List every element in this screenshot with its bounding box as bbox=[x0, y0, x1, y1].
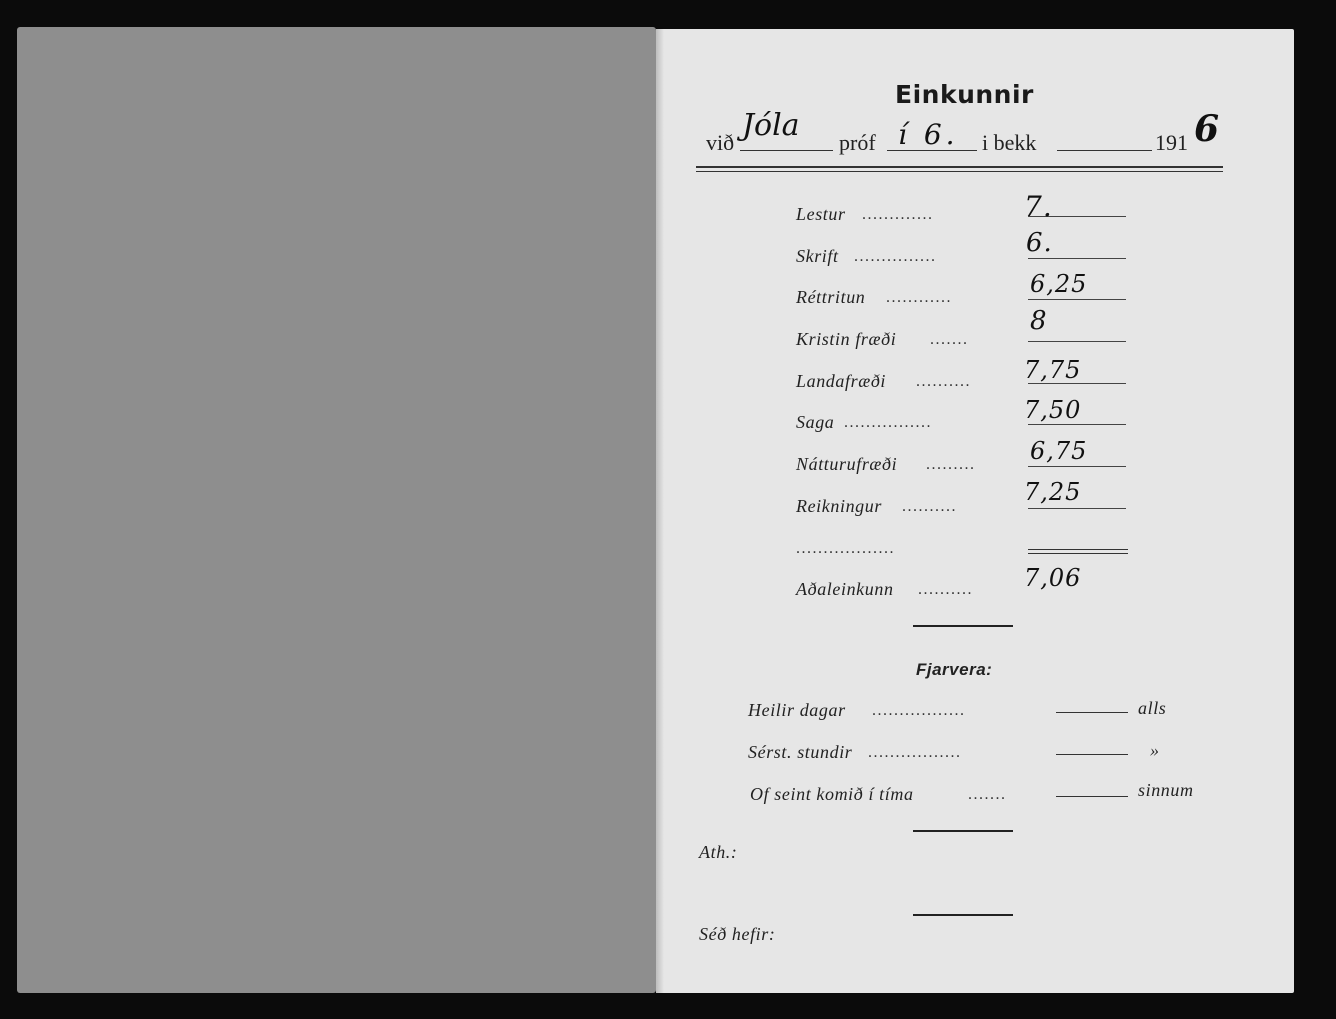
year-prefix: 191 bbox=[1155, 130, 1188, 155]
dot-leader: ............. bbox=[862, 206, 934, 223]
dot-leader: .......... bbox=[918, 581, 973, 598]
left-page-cover bbox=[17, 27, 656, 993]
grade-line bbox=[1028, 466, 1126, 467]
aggregate-grade: 7,06 bbox=[1024, 564, 1082, 592]
subject-label: Saga bbox=[796, 412, 835, 432]
subject-label: Nátturufræði bbox=[796, 454, 898, 474]
grade-line bbox=[1028, 341, 1126, 342]
absence-line bbox=[1056, 712, 1128, 713]
grade-value: 7. bbox=[1024, 190, 1053, 223]
header-rule-top bbox=[696, 166, 1223, 168]
subject-label: Landafræði bbox=[796, 371, 887, 391]
dot-leader: ....... bbox=[930, 331, 969, 348]
seen-label: Séð hefir: bbox=[699, 924, 776, 944]
absence-row-suffix: sinnum bbox=[1138, 780, 1194, 800]
absence-row-suffix: » bbox=[1150, 740, 1160, 760]
grade-line bbox=[1028, 258, 1126, 259]
grade-line bbox=[1028, 508, 1126, 509]
absence-row-label: Heilir dagar bbox=[748, 700, 846, 720]
page-fold-shadow bbox=[656, 29, 664, 993]
grade-value: 6. bbox=[1026, 228, 1053, 258]
aggregate-label: Aðaleinkunn bbox=[796, 579, 894, 599]
page-title: Einkunnir bbox=[895, 80, 1034, 109]
absence-line bbox=[1056, 796, 1128, 797]
grade-line bbox=[1028, 424, 1126, 425]
dot-leader: ................. bbox=[872, 702, 966, 719]
right-page bbox=[656, 29, 1294, 993]
notes-label: Ath.: bbox=[699, 842, 738, 862]
subject-label: Reikningur bbox=[796, 496, 882, 516]
grade-value: 7,75 bbox=[1024, 356, 1082, 384]
dot-leader: ............... bbox=[854, 248, 937, 265]
year-digit-handwritten: 6 bbox=[1194, 108, 1220, 150]
subject-label: Kristin fræði bbox=[796, 329, 897, 349]
dot-leader: ............ bbox=[886, 289, 952, 306]
grade-value: 7,50 bbox=[1024, 396, 1082, 424]
dot-leader: .......... bbox=[916, 373, 971, 390]
absence-row-suffix: alls bbox=[1138, 698, 1167, 718]
dot-leader: .......... bbox=[902, 498, 957, 515]
subject-label: Skrift bbox=[796, 246, 839, 266]
sum-rule-top bbox=[1028, 549, 1128, 550]
exam-name-line bbox=[740, 150, 833, 151]
dot-leader: ......... bbox=[926, 456, 976, 473]
subject-label: Lestur bbox=[796, 204, 846, 224]
bekk-line bbox=[1057, 150, 1152, 151]
dot-leader: ................. bbox=[868, 744, 962, 761]
absence-row-label: Sérst. stundir bbox=[748, 742, 853, 762]
absence-line bbox=[1056, 754, 1128, 755]
sum-rule-bottom bbox=[1028, 553, 1128, 554]
absence-title: Fjarvera: bbox=[916, 660, 993, 679]
exam-name-handwritten: Jóla bbox=[742, 108, 800, 143]
absence-row-label: Of seint komið í tíma bbox=[750, 784, 914, 804]
grade-value: 7,25 bbox=[1024, 478, 1082, 506]
dot-leader: .................. bbox=[796, 540, 895, 557]
grade-line bbox=[1028, 299, 1126, 300]
grade-value: 8 bbox=[1030, 306, 1048, 336]
class-handwritten: í 6. bbox=[898, 118, 959, 151]
subject-label: Réttritun bbox=[796, 287, 866, 307]
dot-leader: ....... bbox=[968, 786, 1007, 803]
dot-leader: ................ bbox=[844, 414, 932, 431]
section-divider bbox=[913, 625, 1013, 627]
bekk-label: i bekk bbox=[982, 130, 1037, 155]
prof-label: próf bbox=[839, 130, 876, 155]
grade-value: 6,75 bbox=[1030, 437, 1088, 465]
grade-value: 6,25 bbox=[1030, 270, 1088, 298]
section-divider bbox=[913, 830, 1013, 832]
vid-label: við bbox=[706, 130, 735, 155]
header-rule-bottom bbox=[696, 171, 1223, 172]
section-divider bbox=[913, 914, 1013, 916]
